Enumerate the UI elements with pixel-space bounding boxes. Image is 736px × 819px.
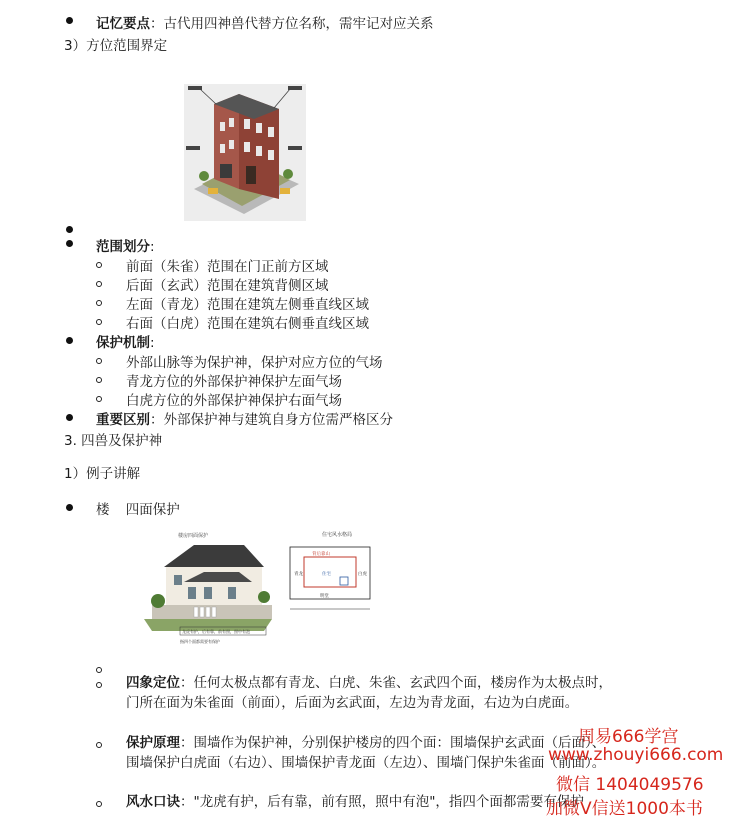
- watermark-url: www.zhouyi666.com: [548, 745, 724, 765]
- sub-bullet-empty: [96, 667, 102, 673]
- plan-bottom: 明堂: [320, 594, 329, 599]
- memory-point-line: [96, 12, 434, 32]
- sub-bullet: [96, 262, 102, 268]
- scope-line: [96, 235, 155, 255]
- protection-label: 保护机制: [96, 335, 150, 351]
- scope-item-front: 前面（朱雀）范围在门正前方区域: [126, 259, 329, 275]
- bullet-empty: [66, 226, 73, 233]
- point-label: 四象定位: [126, 675, 180, 691]
- memory-point-text: ：古代用四神兽代替方位名称，需牢记对应关系: [150, 16, 434, 32]
- scope-colon: :: [150, 239, 155, 255]
- plan-left: 青龙: [294, 572, 303, 577]
- plan-top: 背后靠山: [312, 552, 330, 557]
- protection-item: 青龙方位的外部保护神保护左面气场: [126, 374, 342, 390]
- point-text: ：围墙作为保护神，分别保护楼房的四个面：围墙保护玄武面（后面）、围墙保护白虎面（右边）、围墙保护青龙面（左边）、围墙门保护朱雀面（前面）。: [126, 735, 606, 771]
- point-label: 保护原理: [126, 735, 180, 751]
- sub-bullet: [96, 319, 102, 325]
- protection-colon: :: [150, 335, 155, 351]
- sub-bullet: [96, 358, 102, 364]
- sub-bullet: [96, 281, 102, 287]
- protection-item: 白虎方位的外部保护神保护右面气场: [126, 393, 342, 409]
- sub-bullet: [96, 682, 102, 688]
- sub-bullet: [96, 801, 102, 807]
- point-four-images: [126, 674, 620, 713]
- four-side-protection-image: [144, 527, 384, 660]
- scope-label: 范围划分: [96, 239, 150, 255]
- plan-right: 白虎: [358, 572, 367, 577]
- caption-line: 指四个面都需要有保护: [180, 639, 220, 644]
- heading-range-definition: 3）方位范围界定: [64, 38, 168, 54]
- bullet: [66, 240, 73, 247]
- bullet: [66, 414, 73, 421]
- difference-text: ：外部保护神与建筑自身方位需严格区分: [150, 412, 393, 428]
- point-text: ："龙虎有护，后有靠，前有照，照中有泡"，指四个面都需要有保护: [180, 794, 584, 810]
- building-direction-image: [184, 84, 306, 221]
- memory-point-label: 记忆要点: [96, 16, 150, 32]
- example-heading: 1）例子讲解: [64, 466, 141, 482]
- sub-bullet: [96, 377, 102, 383]
- sub-bullet: [96, 300, 102, 306]
- point-label: 风水口诀: [126, 794, 180, 810]
- building-item: [96, 498, 180, 518]
- watermark-line: 周易666学宫: [578, 727, 679, 747]
- point-text: ：任何太极点都有青龙、白虎、朱雀、玄武四个面，楼房作为太极点时，门所在面为朱雀面（前面），后面为玄武面，左边为青龙面，右边为白虎面。: [126, 675, 612, 711]
- building-word: 楼: [96, 502, 110, 518]
- sub-bullet: [96, 396, 102, 402]
- difference-line: [96, 408, 393, 428]
- difference-label: 重要区别: [96, 412, 150, 428]
- watermark-promo: 加微V信送1000本书: [546, 799, 703, 819]
- sub-bullet: [96, 742, 102, 748]
- scope-item-left: 左面（青龙）范围在建筑左侧垂直线区域: [126, 297, 369, 313]
- section-heading: 3. 四兽及保护神: [64, 433, 163, 449]
- bullet: [66, 337, 73, 344]
- caption-box: 龙虎有护，后有靠，前有照，照中有泡: [182, 629, 250, 634]
- watermark-wechat: 微信 1404049576: [556, 775, 704, 795]
- bullet: [66, 17, 73, 24]
- plan-center: 住宅: [322, 572, 331, 577]
- building-text: 四面保护: [125, 502, 180, 518]
- bullet: [66, 504, 73, 511]
- point-protection-principle: [126, 734, 606, 773]
- scope-item-right: 右面（白虎）范围在建筑右侧垂直线区域: [126, 316, 369, 332]
- scope-item-back: 后面（玄武）范围在建筑背侧区域: [126, 278, 329, 294]
- protection-line: [96, 331, 155, 351]
- protection-item: 外部山脉等为保护神，保护对应方位的气场: [126, 355, 383, 371]
- photo-caption: 楼房四面保护: [178, 533, 209, 539]
- plan-title: 住宅风水格局: [322, 532, 353, 538]
